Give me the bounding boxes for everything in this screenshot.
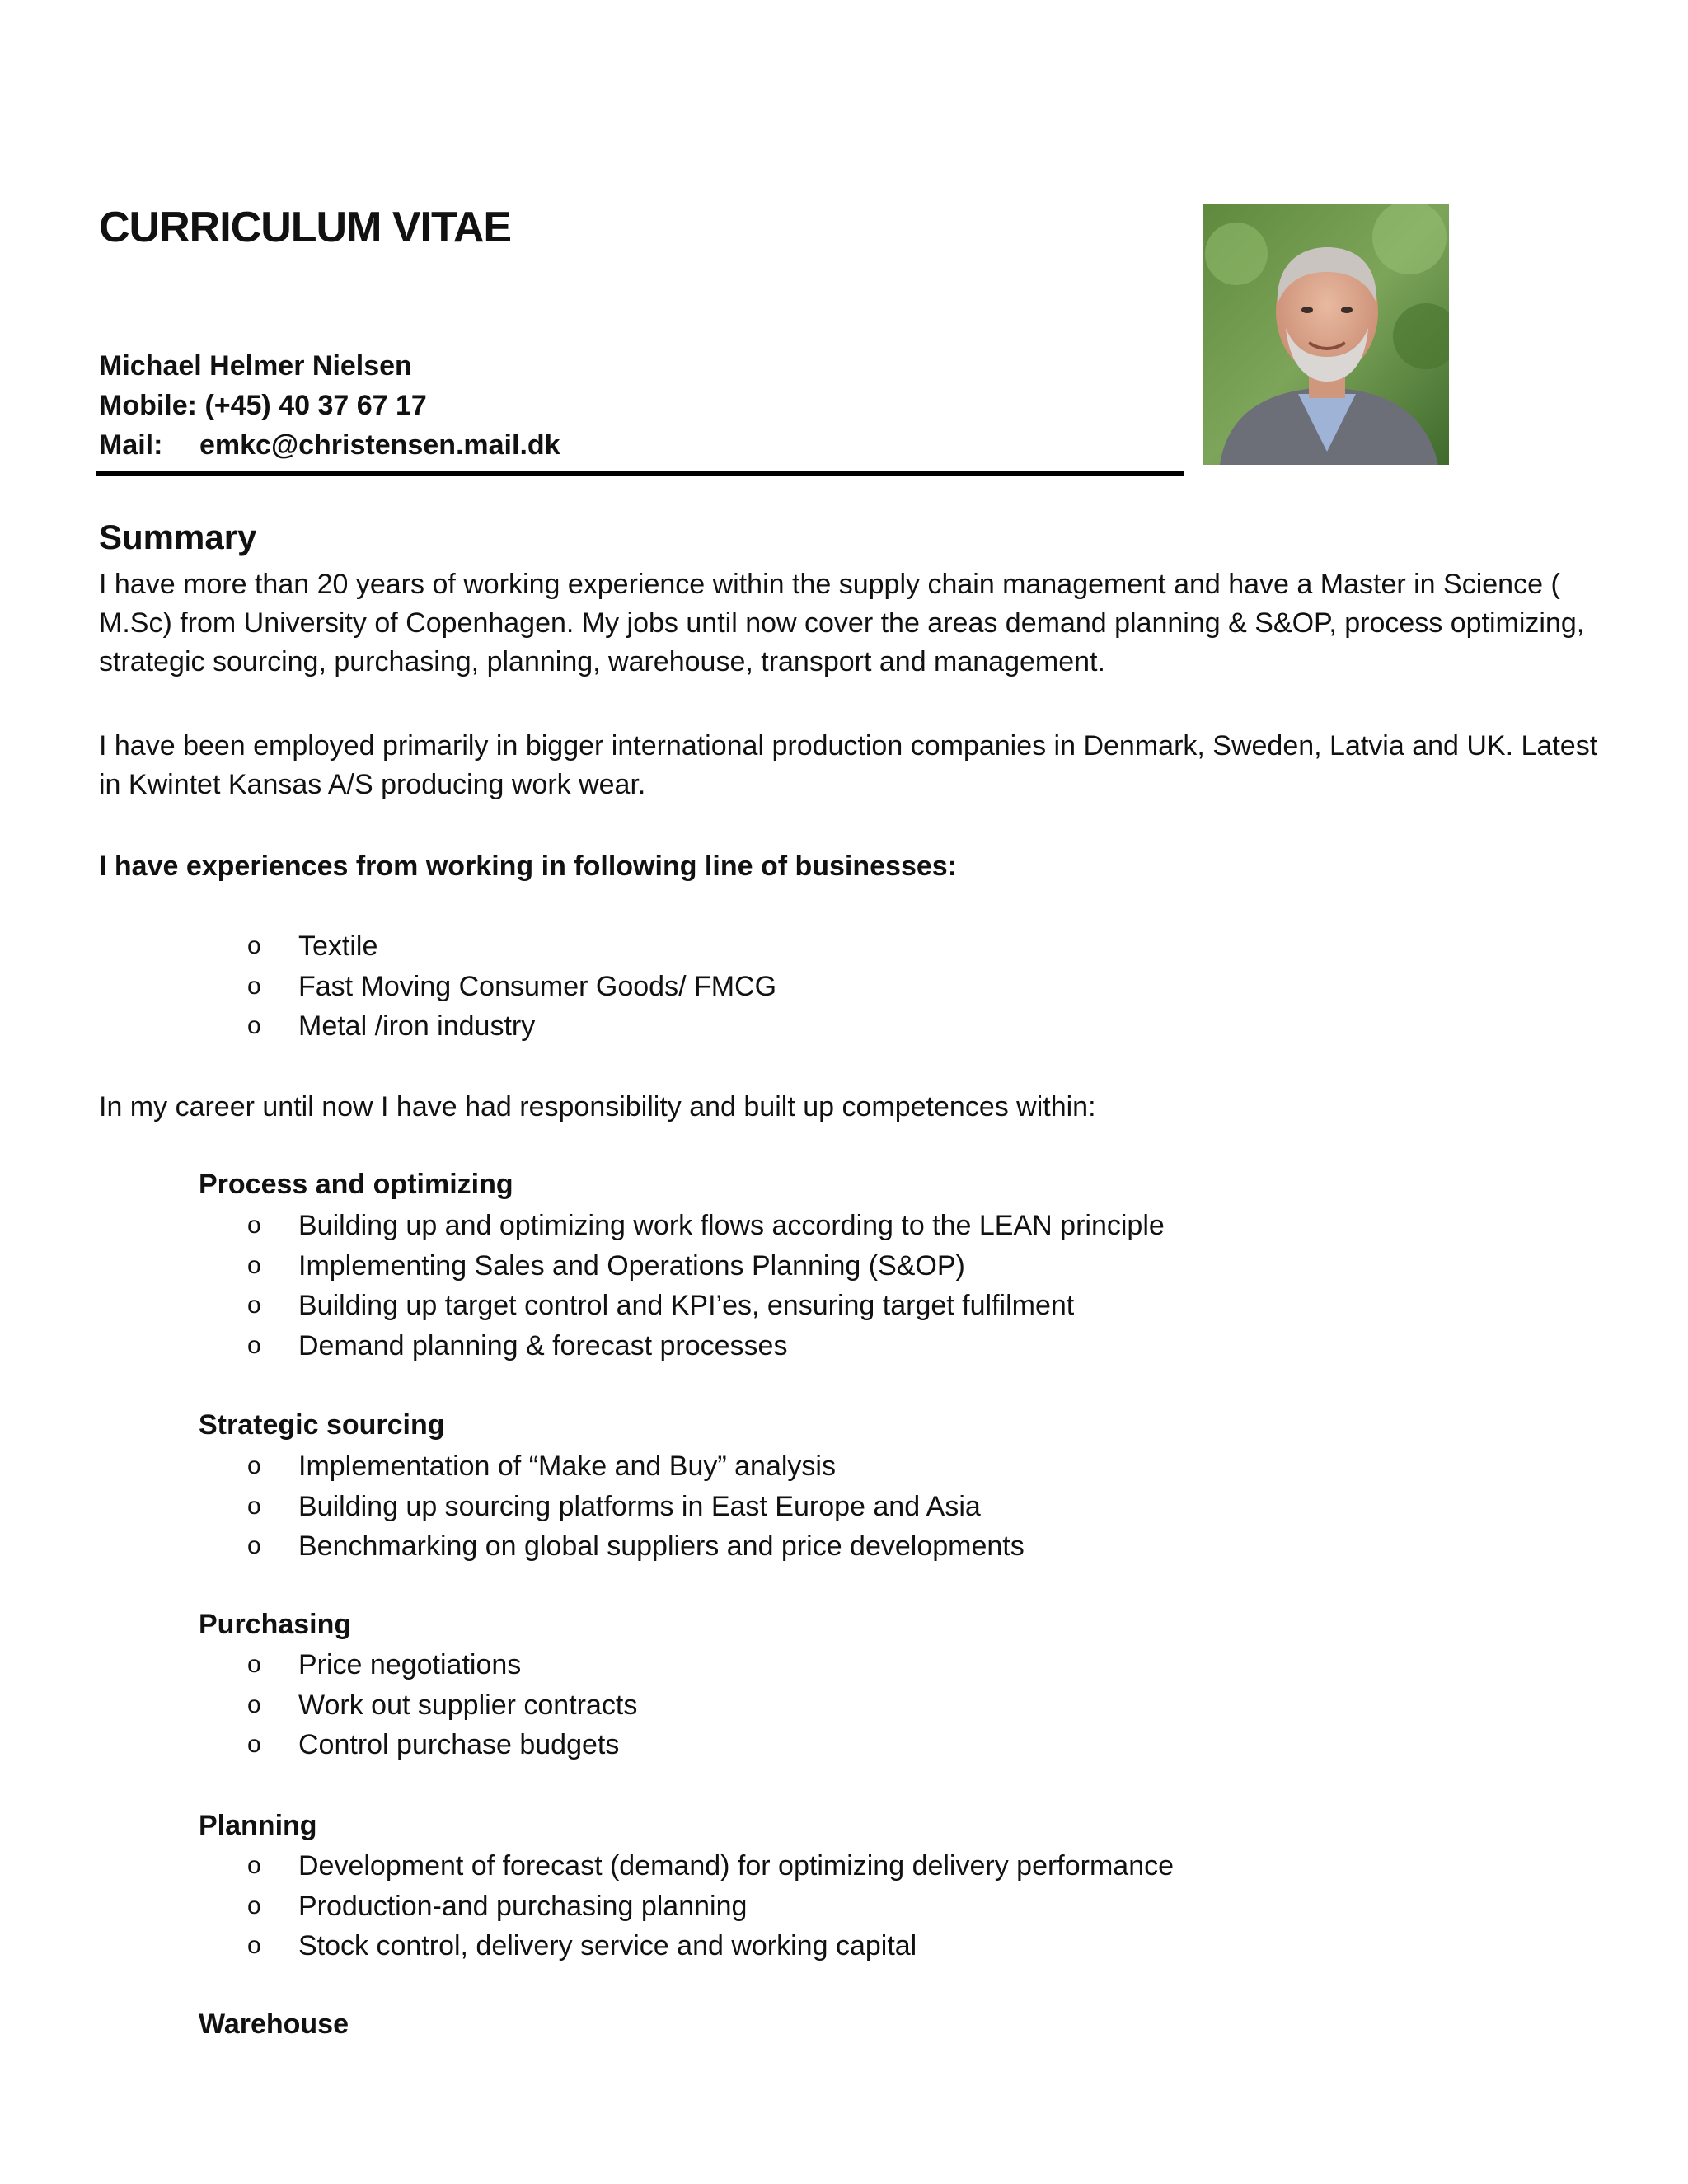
list-item: o Fast Moving Consumer Goods/ FMCG [247, 967, 776, 1007]
document-title: CURRICULUM VITAE [99, 204, 512, 251]
mobile-label: Mobile: [99, 390, 197, 421]
list-item: o Stock control, delivery service and working capital [247, 1926, 1174, 1966]
mail-line [99, 425, 560, 465]
list-item: o Price negotiations [247, 1645, 637, 1685]
contact-block [99, 346, 560, 465]
section-heading-planning: Planning [199, 1810, 317, 1841]
mail-value: emkc@christensen.mail.dk [199, 429, 560, 461]
section-heading-sourcing: Strategic sourcing [199, 1409, 445, 1441]
section-heading-warehouse: Warehouse [199, 2008, 349, 2040]
bullet-marker: o [247, 1492, 261, 1520]
bullet-marker: o [247, 1532, 261, 1559]
bullet-marker: o [247, 1731, 261, 1758]
bullet-marker: o [247, 1291, 261, 1319]
list-item: o Work out supplier contracts [247, 1685, 637, 1726]
sourcing-list [247, 1446, 1025, 1567]
list-item: o Benchmarking on global suppliers and price developments [247, 1526, 1025, 1567]
purchasing-list [247, 1645, 637, 1765]
list-item: o Metal /iron industry [247, 1006, 776, 1047]
bullet-marker: o [247, 1690, 261, 1718]
section-heading-purchasing: Purchasing [199, 1609, 352, 1640]
summary-heading: Summary [99, 518, 257, 556]
businesses-list [247, 926, 776, 1047]
list-item: o Development of forecast (demand) for optimizing delivery performance [247, 1846, 1174, 1886]
person-name: Michael Helmer Nielsen [99, 350, 412, 382]
process-list [247, 1206, 1165, 1366]
bullet-marker: o [247, 1932, 261, 1959]
header-divider [96, 471, 1184, 476]
list-item: o Implementing Sales and Operations Planning (S&OP) [247, 1246, 1165, 1286]
bullet-marker: o [247, 1891, 261, 1919]
businesses-intro: I have experiences from working in following line of businesses: [99, 851, 958, 882]
bullet-marker: o [247, 1012, 261, 1039]
mobile-line [99, 386, 560, 425]
bullet-marker: o [247, 1212, 261, 1239]
summary-paragraph-2: I have been employed primarily in bigger international production companies in Denmark, Sweden, Latvia and UK. Latest in Kwintet Kansas A/S producing work wear. [99, 730, 1598, 800]
competences-intro: In my career until now I have had responsibility and built up competences within: [99, 1091, 1096, 1122]
planning-list [247, 1846, 1174, 1966]
bullet-marker: o [247, 1651, 261, 1678]
list-item: o Building up sourcing platforms in East Europe and Asia [247, 1487, 1025, 1527]
mobile-value: (+45) 40 37 67 17 [204, 390, 427, 421]
list-item: o Textile [247, 926, 776, 967]
section-heading-process: Process and optimizing [199, 1169, 513, 1200]
list-item: o Implementation of “Make and Buy” analysis [247, 1446, 1025, 1487]
list-item: o Demand planning & forecast processes [247, 1326, 1165, 1366]
list-item: o Building up target control and KPI’es, ensuring target fulfilment [247, 1286, 1165, 1326]
bullet-marker: o [247, 1852, 261, 1879]
list-item: o Building up and optimizing work flows according to the LEAN principle [247, 1206, 1165, 1246]
bullet-marker: o [247, 1331, 261, 1359]
bullet-marker: o [247, 1251, 261, 1279]
profile-photo [1203, 204, 1449, 465]
bullet-marker: o [247, 972, 261, 1000]
bullet-marker: o [247, 932, 261, 959]
mail-label: Mail: [99, 429, 163, 461]
summary-paragraph-1: I have more than 20 years of working experience within the supply chain management and have a Master in Science ( M.Sc) from University of Copenhagen. My jobs until now cover the areas demand planning & S&OP, process optimizing, strategic sourcing, purchasing, planning, warehouse, transport and management. [99, 569, 1585, 677]
bullet-marker: o [247, 1452, 261, 1479]
list-item: o Control purchase budgets [247, 1725, 637, 1765]
list-item: o Production-and purchasing planning [247, 1886, 1174, 1927]
